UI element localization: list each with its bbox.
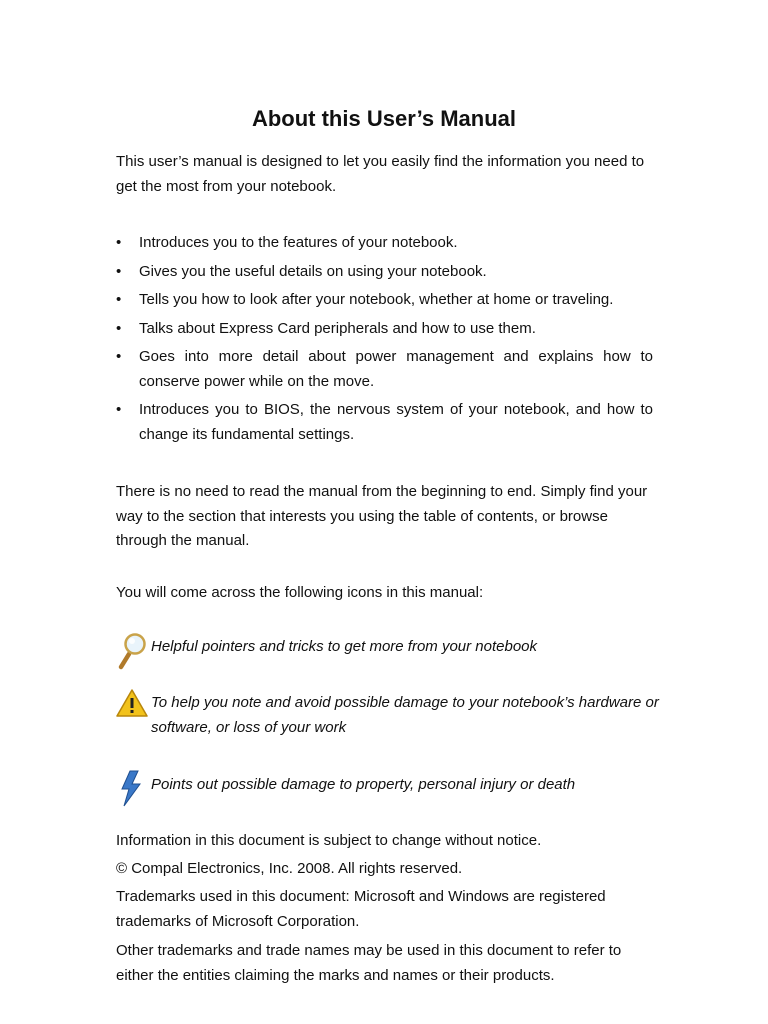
bullet-icon: • bbox=[116, 348, 122, 365]
page-title: About this User’s Manual bbox=[251, 106, 517, 131]
change-notice: Information in this document is subject to change without notice. bbox=[116, 832, 542, 849]
bullet-icon: • bbox=[116, 234, 122, 251]
bullet-icon: • bbox=[116, 291, 122, 308]
intro-paragraph: This user’s manual is designed to let you easily find the information you need to get the most from your notebook. bbox=[116, 153, 645, 195]
icons-intro: You will come across the following icons in this manual: bbox=[116, 584, 484, 601]
list-item: • Tells you how to look after your notebook, whether at home or traveling. bbox=[116, 288, 653, 313]
list-item: • Gives you the useful details on using your notebook. bbox=[116, 260, 653, 285]
tip-note: Helpful pointers and tricks to get more from your notebook bbox=[116, 634, 666, 659]
magnifier-icon bbox=[116, 632, 148, 670]
bullet-icon: • bbox=[116, 319, 122, 337]
navigation-paragraph: There is no need to read the manual from the beginning to end. Simply find your way to the section that interests you using the table of contents, or browse through the manual. bbox=[116, 483, 648, 549]
caution-note: To help you note and avoid possible damage to your notebook’s hardware or software, or loss of your work bbox=[116, 690, 666, 740]
feature-list bbox=[116, 231, 653, 451]
danger-note: Points out possible damage to property, personal injury or death bbox=[116, 772, 666, 797]
lightning-icon bbox=[116, 770, 148, 808]
list-item: • Introduces you to BIOS, the nervous system of your notebook, and how to change its fundamental settings. bbox=[116, 398, 653, 447]
trademark-notice: Trademarks used in this document: Microsoft and Windows are registered trademarks of Microsoft Corporation. bbox=[116, 888, 606, 930]
other-trademarks-notice: Other trademarks and trade names may be used in this document to refer to either the entities claiming the marks and names or their products. bbox=[116, 942, 622, 984]
list-item: • Talks about Express Card peripherals and how to use them. bbox=[116, 317, 653, 342]
warning-icon bbox=[116, 688, 148, 726]
list-item: • Introduces you to the features of your notebook. bbox=[116, 231, 653, 256]
copyright-notice: © Compal Electronics, Inc. 2008. All rights reserved. bbox=[116, 860, 463, 877]
bullet-icon: • bbox=[116, 401, 122, 418]
list-item: • Goes into more detail about power management and explains how to conserve power while on the move. bbox=[116, 345, 653, 394]
bullet-icon: • bbox=[116, 262, 122, 280]
